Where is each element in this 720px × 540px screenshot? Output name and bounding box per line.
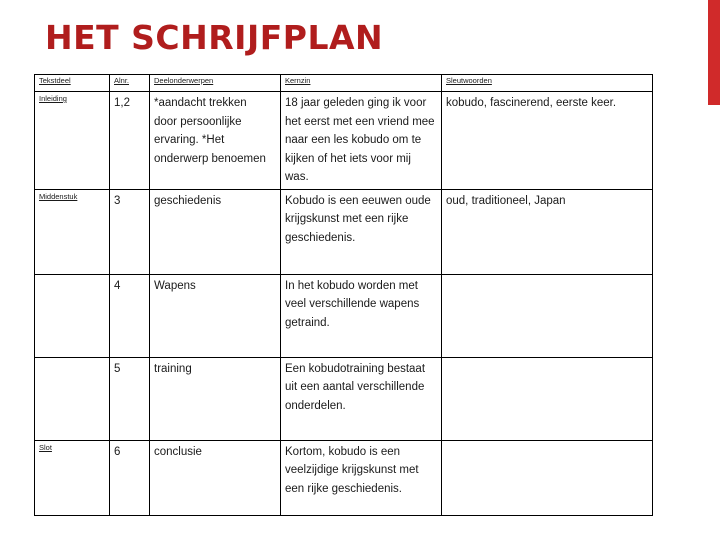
cell-tekstdeel: Middenstuk bbox=[35, 189, 110, 274]
cell-deelonderwerp: geschiedenis bbox=[150, 189, 281, 274]
cell-deelonderwerp: training bbox=[150, 357, 281, 440]
cell-alnr: 5 bbox=[110, 357, 150, 440]
cell-kernzin: In het kobudo worden met veel verschillende wapens getraind. bbox=[281, 274, 442, 357]
table-row bbox=[35, 440, 653, 515]
table-row bbox=[35, 92, 653, 190]
cell-sleutelwoorden bbox=[442, 274, 653, 357]
cell-alnr: 3 bbox=[110, 189, 150, 274]
cell-alnr: 4 bbox=[110, 274, 150, 357]
cell-kernzin: Een kobudotraining bestaat uit een aantal verschillende onderdelen. bbox=[281, 357, 442, 440]
cell-deelonderwerp: Wapens bbox=[150, 274, 281, 357]
cell-deelonderwerp: *aandacht trekken door persoonlijke ervaring. *Het onderwerp benoemen bbox=[150, 92, 281, 190]
cell-kernzin: Kobudo is een eeuwen oude krijgskunst met een rijke geschiedenis. bbox=[281, 189, 442, 274]
table-row bbox=[35, 189, 653, 274]
header-sleutelwoorden: Sleutwoorden bbox=[442, 75, 653, 92]
cell-tekstdeel: Slot bbox=[35, 440, 110, 515]
cell-sleutelwoorden: oud, traditioneel, Japan bbox=[442, 189, 653, 274]
table-row bbox=[35, 357, 653, 440]
cell-tekstdeel: Inleiding bbox=[35, 92, 110, 190]
cell-deelonderwerp: conclusie bbox=[150, 440, 281, 515]
cell-alnr: 1,2 bbox=[110, 92, 150, 190]
cell-kernzin: Kortom, kobudo is een veelzijdige krijgskunst met een rijke geschiedenis. bbox=[281, 440, 442, 515]
header-alnr: Alnr. bbox=[110, 75, 150, 92]
cell-sleutelwoorden: kobudo, fascinerend, eerste keer. bbox=[442, 92, 653, 190]
cell-alnr: 6 bbox=[110, 440, 150, 515]
cell-tekstdeel bbox=[35, 274, 110, 357]
header-tekstdeel: Tekstdeel bbox=[35, 75, 110, 92]
cell-sleutelwoorden bbox=[442, 357, 653, 440]
header-kernzin: Kernzin bbox=[281, 75, 442, 92]
page-title: HET SCHRIJFPLAN bbox=[45, 18, 384, 57]
cell-tekstdeel bbox=[35, 357, 110, 440]
table-header-row bbox=[35, 75, 653, 92]
schrijfplan-table bbox=[34, 74, 653, 516]
cell-sleutelwoorden bbox=[442, 440, 653, 515]
cell-kernzin: 18 jaar geleden ging ik voor het eerst met een vriend mee naar een les kobudo om te kijken of het iets voor mij was. bbox=[281, 92, 442, 190]
header-deelonderwerpen: Deelonderwerpen bbox=[150, 75, 281, 92]
accent-bar bbox=[708, 0, 720, 105]
table-row bbox=[35, 274, 653, 357]
